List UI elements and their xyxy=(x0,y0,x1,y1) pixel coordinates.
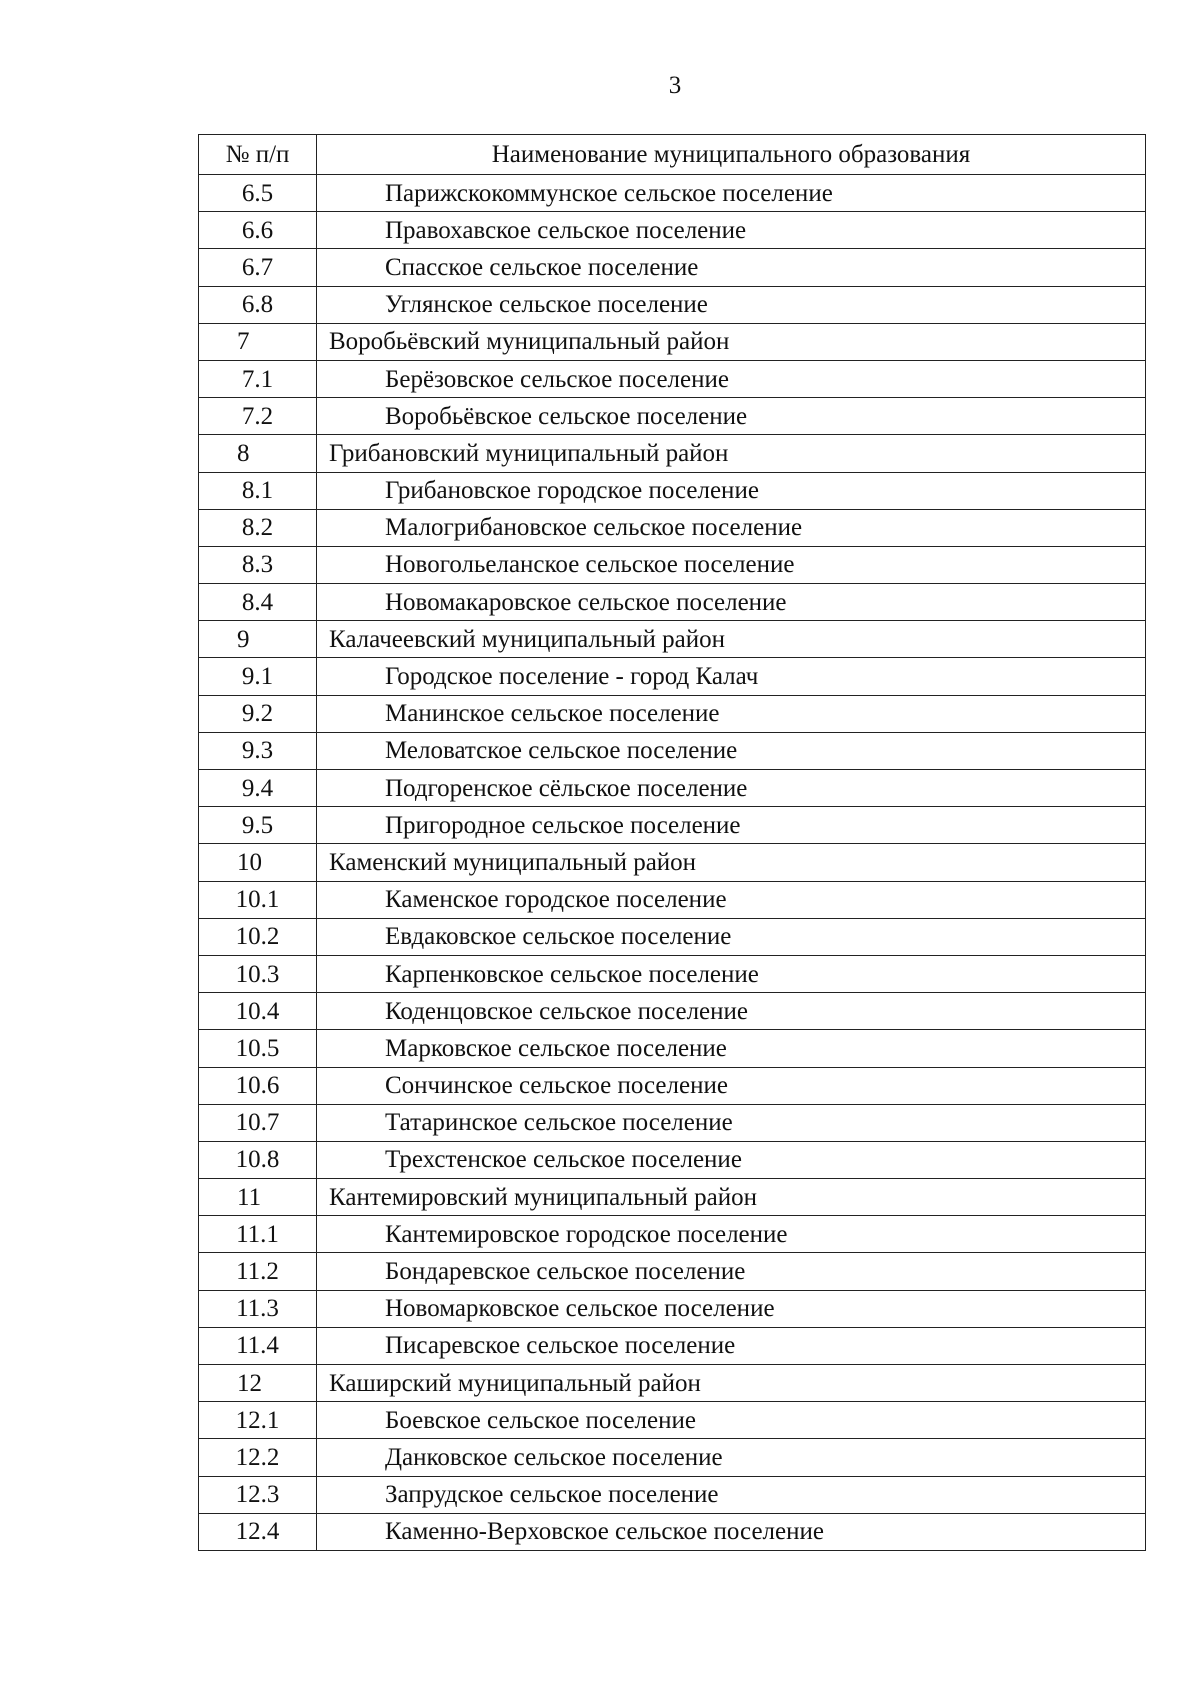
table-row xyxy=(199,918,1146,955)
row-number: 12.1 xyxy=(199,1402,317,1439)
settlement-name: Каменно-Верховское сельское поселение xyxy=(317,1513,1146,1550)
settlement-name: Коденцовское сельское поселение xyxy=(317,993,1146,1030)
table-row xyxy=(199,955,1146,992)
row-number: 8.4 xyxy=(199,584,317,621)
table-row xyxy=(199,286,1146,323)
settlement-name: Углянское сельское поселение xyxy=(317,286,1146,323)
table-row xyxy=(199,1141,1146,1178)
row-number: 10.1 xyxy=(199,881,317,918)
row-number: 9.2 xyxy=(199,695,317,732)
district-name: Калачеевский муниципальный район xyxy=(317,621,1146,658)
table-row xyxy=(199,1327,1146,1364)
table-row xyxy=(199,509,1146,546)
row-number: 6.5 xyxy=(199,175,317,212)
table-row xyxy=(199,732,1146,769)
settlement-name: Татаринское сельское поселение xyxy=(317,1104,1146,1141)
row-number: 11.3 xyxy=(199,1290,317,1327)
row-number: 12.3 xyxy=(199,1476,317,1513)
table-row xyxy=(199,770,1146,807)
district-name: Каширский муниципальный район xyxy=(317,1365,1146,1402)
row-number: 11.2 xyxy=(199,1253,317,1290)
settlement-name: Подгоренское сёльское поселение xyxy=(317,770,1146,807)
settlement-name: Грибановское городское поселение xyxy=(317,472,1146,509)
table-row xyxy=(199,1402,1146,1439)
settlement-name: Писаревское сельское поселение xyxy=(317,1327,1146,1364)
row-number: 6.8 xyxy=(199,286,317,323)
table-row xyxy=(199,1513,1146,1550)
district-name: Каменский муниципальный район xyxy=(317,844,1146,881)
table-row xyxy=(199,695,1146,732)
row-number: 9.4 xyxy=(199,770,317,807)
settlement-name: Манинское сельское поселение xyxy=(317,695,1146,732)
row-number: 6.6 xyxy=(199,212,317,249)
settlement-name: Меловатское сельское поселение xyxy=(317,732,1146,769)
settlement-name: Малогрибановское сельское поселение xyxy=(317,509,1146,546)
row-number: 10.3 xyxy=(199,955,317,992)
row-number: 7 xyxy=(199,323,317,360)
table-row xyxy=(199,1179,1146,1216)
settlement-name: Воробьёвское сельское поселение xyxy=(317,398,1146,435)
settlement-name: Новомакаровское сельское поселение xyxy=(317,584,1146,621)
row-number: 9.3 xyxy=(199,732,317,769)
settlement-name: Новомарковское сельское поселение xyxy=(317,1290,1146,1327)
settlement-name: Новогольеланское сельское поселение xyxy=(317,546,1146,583)
table-row xyxy=(199,175,1146,212)
settlement-name: Боевское сельское поселение xyxy=(317,1402,1146,1439)
settlement-name: Правохавское сельское поселение xyxy=(317,212,1146,249)
table-row xyxy=(199,1439,1146,1476)
row-number: 11.1 xyxy=(199,1216,317,1253)
table-row xyxy=(199,1216,1146,1253)
settlement-name: Марковское сельское поселение xyxy=(317,1030,1146,1067)
table-row xyxy=(199,1290,1146,1327)
settlement-name: Данковское сельское поселение xyxy=(317,1439,1146,1476)
row-number: 10.6 xyxy=(199,1067,317,1104)
row-number: 9 xyxy=(199,621,317,658)
row-number: 10.5 xyxy=(199,1030,317,1067)
settlement-name: Спасское сельское поселение xyxy=(317,249,1146,286)
row-number: 7.2 xyxy=(199,398,317,435)
settlement-name: Евдаковское сельское поселение xyxy=(317,918,1146,955)
row-number: 7.1 xyxy=(199,360,317,397)
table-row xyxy=(199,472,1146,509)
row-number: 8.3 xyxy=(199,546,317,583)
table-row xyxy=(199,1476,1146,1513)
column-header-number: № п/п xyxy=(199,135,317,175)
table-row xyxy=(199,1104,1146,1141)
table-row xyxy=(199,844,1146,881)
row-number: 12.4 xyxy=(199,1513,317,1550)
table-row xyxy=(199,546,1146,583)
settlement-name: Парижскокоммунское сельское поселение xyxy=(317,175,1146,212)
row-number: 10.8 xyxy=(199,1141,317,1178)
district-name: Воробьёвский муниципальный район xyxy=(317,323,1146,360)
table-row xyxy=(199,658,1146,695)
table-body xyxy=(199,175,1146,1551)
row-number: 9.5 xyxy=(199,807,317,844)
table-row xyxy=(199,323,1146,360)
row-number: 12.2 xyxy=(199,1439,317,1476)
settlement-name: Городское поселение - город Калач xyxy=(317,658,1146,695)
settlement-name: Каменское городское поселение xyxy=(317,881,1146,918)
settlement-name: Трехстенское сельское поселение xyxy=(317,1141,1146,1178)
row-number: 6.7 xyxy=(199,249,317,286)
column-header-name: Наименование муниципального образования xyxy=(317,135,1146,175)
settlement-name: Карпенковское сельское поселение xyxy=(317,955,1146,992)
row-number: 10.2 xyxy=(199,918,317,955)
row-number: 11.4 xyxy=(199,1327,317,1364)
row-number: 9.1 xyxy=(199,658,317,695)
table-row xyxy=(199,1030,1146,1067)
settlement-name: Берёзовское сельское поселение xyxy=(317,360,1146,397)
settlement-name: Пригородное сельское поселение xyxy=(317,807,1146,844)
settlement-name: Кантемировское городское поселение xyxy=(317,1216,1146,1253)
district-name: Грибановский муниципальный район xyxy=(317,435,1146,472)
district-name: Кантемировский муниципальный район xyxy=(317,1179,1146,1216)
settlement-name: Бондаревское сельское поселение xyxy=(317,1253,1146,1290)
table-row xyxy=(199,584,1146,621)
row-number: 11 xyxy=(199,1179,317,1216)
settlement-name: Сончинское сельское поселение xyxy=(317,1067,1146,1104)
table-row xyxy=(199,360,1146,397)
table-row xyxy=(199,435,1146,472)
table-row xyxy=(199,807,1146,844)
table-row xyxy=(199,212,1146,249)
table-row xyxy=(199,621,1146,658)
row-number: 12 xyxy=(199,1365,317,1402)
row-number: 8 xyxy=(199,435,317,472)
row-number: 10.4 xyxy=(199,993,317,1030)
municipality-table xyxy=(198,134,1146,1551)
table-row xyxy=(199,249,1146,286)
table-row xyxy=(199,1253,1146,1290)
row-number: 10.7 xyxy=(199,1104,317,1141)
table-row xyxy=(199,1365,1146,1402)
row-number: 8.1 xyxy=(199,472,317,509)
row-number: 8.2 xyxy=(199,509,317,546)
page-number: 3 xyxy=(668,72,682,99)
settlement-name: Запрудское сельское поселение xyxy=(317,1476,1146,1513)
row-number: 10 xyxy=(199,844,317,881)
table-row xyxy=(199,881,1146,918)
table-row xyxy=(199,398,1146,435)
table-row xyxy=(199,993,1146,1030)
table-row xyxy=(199,1067,1146,1104)
table-header-row xyxy=(199,135,1146,175)
